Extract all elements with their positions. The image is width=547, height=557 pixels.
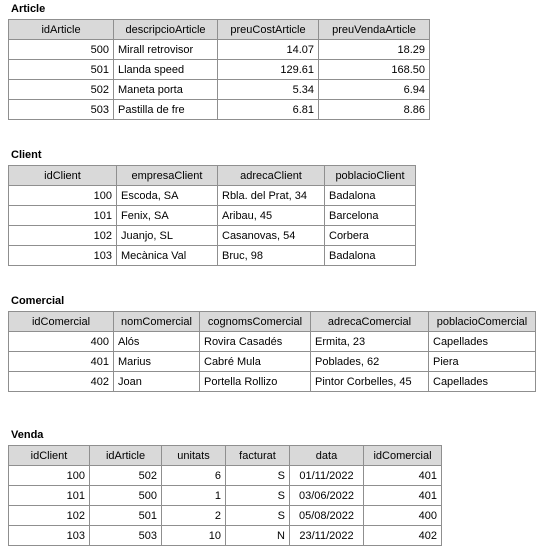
article-cell: Maneta porta <box>114 80 218 100</box>
venda-cell: 102 <box>9 506 90 526</box>
article-column-header: preuVendaArticle <box>319 20 430 40</box>
comercial-cell: Piera <box>429 352 536 372</box>
venda-cell: 401 <box>364 486 442 506</box>
comercial-cell: Ermita, 23 <box>311 332 429 352</box>
client-cell: 103 <box>9 246 117 266</box>
client-cell: 101 <box>9 206 117 226</box>
venda-cell: N <box>226 526 290 546</box>
venda-cell: 400 <box>364 506 442 526</box>
venda-title: Venda <box>11 429 44 441</box>
venda-column-header: idClient <box>9 446 90 466</box>
client-table <box>8 165 416 266</box>
comercial-cell: Pintor Corbelles, 45 <box>311 372 429 392</box>
venda-cell: 01/11/2022 <box>290 466 364 486</box>
venda-cell: 502 <box>90 466 162 486</box>
client-cell: Badalona <box>325 186 416 206</box>
venda-table-row <box>9 486 442 506</box>
article-cell: Mirall retrovisor <box>114 40 218 60</box>
venda-cell: 10 <box>162 526 226 546</box>
client-cell: Bruc, 98 <box>218 246 325 266</box>
article-cell: 501 <box>9 60 114 80</box>
article-title: Article <box>11 3 46 15</box>
venda-cell: 402 <box>364 526 442 546</box>
client-column-header: idClient <box>9 166 117 186</box>
client-cell: Casanovas, 54 <box>218 226 325 246</box>
client-cell: Escoda, SA <box>117 186 218 206</box>
comercial-cell: Poblades, 62 <box>311 352 429 372</box>
comercial-cell: Marius <box>114 352 200 372</box>
article-cell: 5.34 <box>218 80 319 100</box>
venda-column-header: idComercial <box>364 446 442 466</box>
article-table-row <box>9 100 430 120</box>
article-cell: 18.29 <box>319 40 430 60</box>
comercial-cell: 401 <box>9 352 114 372</box>
article-section <box>8 2 430 120</box>
client-table-row <box>9 246 416 266</box>
client-cell: 100 <box>9 186 117 206</box>
comercial-table-row <box>9 352 536 372</box>
comercial-cell: 400 <box>9 332 114 352</box>
article-table-row <box>9 80 430 100</box>
venda-column-header: data <box>290 446 364 466</box>
article-cell: 129.61 <box>218 60 319 80</box>
venda-cell: 501 <box>90 506 162 526</box>
comercial-column-header: adrecaComercial <box>311 312 429 332</box>
article-cell: 503 <box>9 100 114 120</box>
comercial-column-header: poblacioComercial <box>429 312 536 332</box>
client-column-header: empresaClient <box>117 166 218 186</box>
article-cell: 502 <box>9 80 114 100</box>
client-cell: 102 <box>9 226 117 246</box>
article-column-header: descripcioArticle <box>114 20 218 40</box>
comercial-cell: Cabré Mula <box>200 352 311 372</box>
client-cell: Rbla. del Prat, 34 <box>218 186 325 206</box>
client-cell: Aribau, 45 <box>218 206 325 226</box>
article-cell: 500 <box>9 40 114 60</box>
client-table-row <box>9 226 416 246</box>
article-cell: 6.94 <box>319 80 430 100</box>
article-table-row <box>9 60 430 80</box>
article-cell: Pastilla de fre <box>114 100 218 120</box>
venda-cell: 6 <box>162 466 226 486</box>
venda-cell: 401 <box>364 466 442 486</box>
venda-cell: 03/06/2022 <box>290 486 364 506</box>
venda-cell: S <box>226 486 290 506</box>
venda-cell: 23/11/2022 <box>290 526 364 546</box>
article-column-header: idArticle <box>9 20 114 40</box>
comercial-table-row <box>9 372 536 392</box>
venda-cell: 100 <box>9 466 90 486</box>
comercial-title: Comercial <box>11 295 65 307</box>
article-cell: 6.81 <box>218 100 319 120</box>
venda-cell: S <box>226 506 290 526</box>
client-section <box>8 148 416 266</box>
venda-section <box>8 428 442 546</box>
venda-cell: 05/08/2022 <box>290 506 364 526</box>
venda-column-header: facturat <box>226 446 290 466</box>
client-cell: Corbera <box>325 226 416 246</box>
comercial-column-header: cognomsComercial <box>200 312 311 332</box>
client-cell: Juanjo, SL <box>117 226 218 246</box>
comercial-cell: Capellades <box>429 372 536 392</box>
venda-cell: 103 <box>9 526 90 546</box>
client-cell: Mecànica Val <box>117 246 218 266</box>
venda-cell: 2 <box>162 506 226 526</box>
comercial-cell: 402 <box>9 372 114 392</box>
article-cell: 14.07 <box>218 40 319 60</box>
venda-cell: S <box>226 466 290 486</box>
article-cell: Llanda speed <box>114 60 218 80</box>
comercial-column-header: nomComercial <box>114 312 200 332</box>
article-table <box>8 19 430 120</box>
comercial-table <box>8 311 536 392</box>
venda-cell: 1 <box>162 486 226 506</box>
venda-table-row <box>9 506 442 526</box>
article-cell: 168.50 <box>319 60 430 80</box>
comercial-table-row <box>9 332 536 352</box>
article-cell: 8.86 <box>319 100 430 120</box>
comercial-cell: Joan <box>114 372 200 392</box>
comercial-cell: Alós <box>114 332 200 352</box>
article-column-header: preuCostArticle <box>218 20 319 40</box>
comercial-cell: Portella Rollizo <box>200 372 311 392</box>
comercial-cell: Rovira Casadés <box>200 332 311 352</box>
venda-table-row <box>9 466 442 486</box>
comercial-cell: Capellades <box>429 332 536 352</box>
client-table-row <box>9 206 416 226</box>
venda-cell: 101 <box>9 486 90 506</box>
client-cell: Fenix, SA <box>117 206 218 226</box>
venda-table-row <box>9 526 442 546</box>
client-cell: Barcelona <box>325 206 416 226</box>
venda-cell: 500 <box>90 486 162 506</box>
client-title: Client <box>11 149 42 161</box>
venda-column-header: unitats <box>162 446 226 466</box>
client-table-row <box>9 186 416 206</box>
venda-column-header: idArticle <box>90 446 162 466</box>
comercial-column-header: idComercial <box>9 312 114 332</box>
article-table-row <box>9 40 430 60</box>
client-cell: Badalona <box>325 246 416 266</box>
venda-cell: 503 <box>90 526 162 546</box>
venda-table <box>8 445 442 546</box>
comercial-section <box>8 294 536 392</box>
client-column-header: poblacioClient <box>325 166 416 186</box>
client-column-header: adrecaClient <box>218 166 325 186</box>
